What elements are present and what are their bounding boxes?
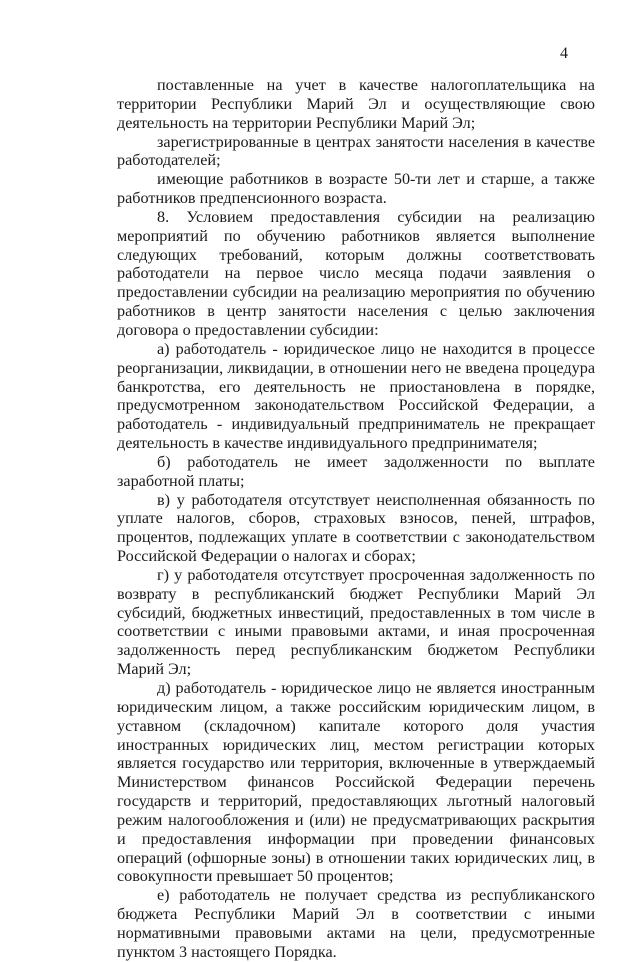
paragraph-item-d: д) работодатель - юридическое лицо не является иностранным юридическим лицом, а также российским юридическим лицом, в уставном (складочном) капитале которого доля участия иностранных юридических лиц, местом регистрации которых является государство или территория, включенные в утверждаемый Министерством финансов Российской Федерации перечень государств и территорий, предоставляющих льготный налоговый режим налогообложения и (или) не предусматривающих раскрытия и предоставления информации при проведении финансовых операций (офшорные зоны) в отношении таких юридических лиц, в совокупности превышает 50 процентов;	[117, 679, 595, 886]
paragraph-item-e: е) работодатель не получает средства из республиканского бюджета Республики Марий Эл в соответствии с иными нормативными правовыми актами на цели, предусмотренные пунктом 3 настоящего Порядка.	[117, 886, 595, 961]
page-number: 4	[560, 45, 568, 62]
paragraph-item-a: а) работодатель - юридическое лицо не находится в процессе реорганизации, ликвидации, в отношении него не введена процедура банкротства, его деятельность не приостановлена в порядке, предусмотренном законодательством Российской Федерации, а работодатель - индивидуальный предприниматель не прекращает деятельность в качестве индивидуального предпринимателя;	[117, 339, 595, 453]
paragraph-item-v: в) у работодателя отсутствует неисполненная обязанность по уплате налогов, сборов, страховых взносов, пеней, штрафов, процентов, подлежащих уплате в соответствии с законодательством Российской Федерации о налогах и сборах;	[117, 490, 595, 566]
paragraph-clause-8: 8. Условием предоставления субсидии на реализацию мероприятий по обучению работников является выполнение следующих требований, которым должны соответствовать работодатели на первое число месяца подачи заявления о предоставлении субсидии на реализацию мероприятия по обучению работников в центр занятости населения с целью заключения договора о предоставлении субсидии:	[117, 207, 595, 339]
paragraph-taxpayer-registered: поставленные на учет в качестве налогоплательщика на территории Республики Марий Эл и осуществляющие свою деятельность на территории Республики Марий Эл;	[117, 76, 595, 132]
paragraph-item-b: б) работодатель не имеет задолженности по выплате заработной платы;	[117, 452, 595, 490]
document-body	[117, 76, 595, 962]
paragraph-employment-centers: зарегистрированные в центрах занятости населения в качестве работодателей;	[117, 132, 595, 170]
paragraph-employees-age: имеющие работников в возрасте 50-ти лет и старше, а также работников предпенсионного возраста.	[117, 170, 595, 208]
paragraph-item-g: г) у работодателя отсутствует просроченная задолженность по возврату в республиканский бюджет Республики Марий Эл субсидий, бюджетных инвестиций, предоставленных в том числе в соответствии с иными правовыми актами, и иная просроченная задолженность перед республиканским бюджетом Республики Марий Эл;	[117, 565, 595, 679]
